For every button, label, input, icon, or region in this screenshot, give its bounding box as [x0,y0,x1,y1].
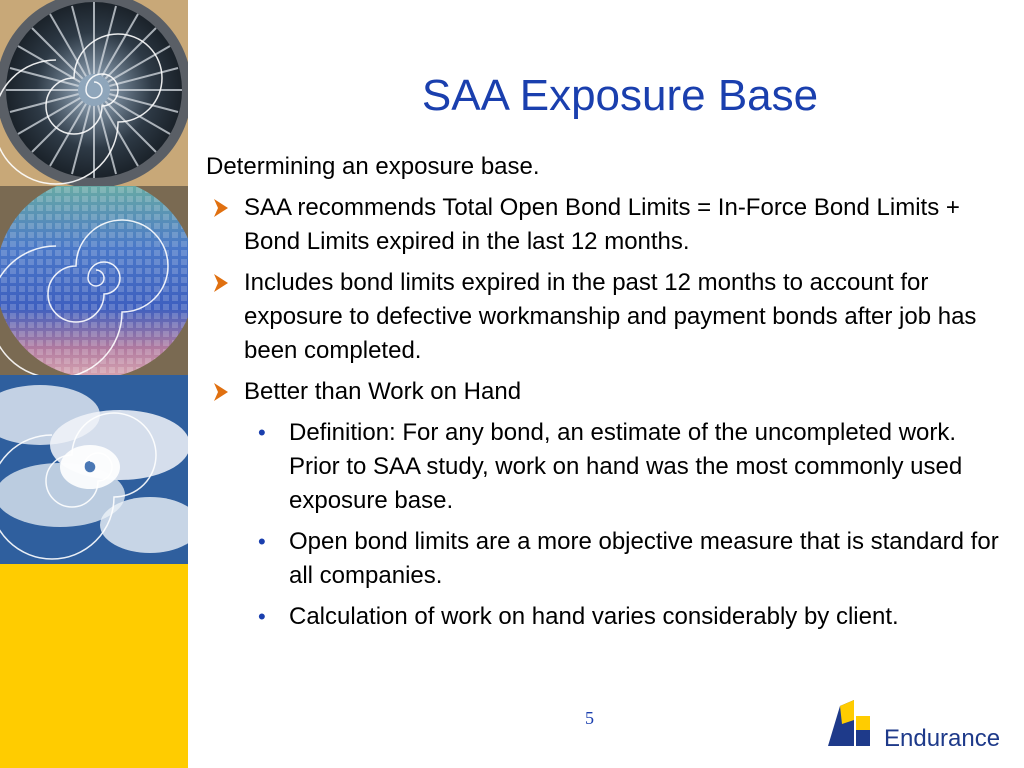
sub-bullet-text: Open bond limits are a more objective measure that is standard for all companies. [289,528,999,589]
turbine-image [0,0,188,186]
bullet-text: Includes bond limits expired in the past 12 months to account for exposure to defective workmanship and payment bonds after job has been completed. [244,269,977,364]
sub-bullet-text: Definition: For any bond, an estimate of the uncompleted work. Prior to SAA study, work on hand was the most commonly used exposure base. [289,419,963,514]
sub-bullet-item [206,600,1006,634]
sub-bullet-text: Calculation of work on hand varies considerably by client. [289,603,899,630]
bullet-text: Better than Work on Hand [244,378,522,405]
slide-title: SAA Exposure Base [421,71,819,120]
hurricane-image [0,375,188,564]
dot-icon: • [258,529,266,554]
bullet-item [206,191,1006,259]
chevron-right-icon [210,272,232,294]
bullet-item [206,266,1006,368]
bullet-text: SAA recommends Total Open Bond Limits = In-Force Bond Limits + Bond Limits expired in the last 12 months. [244,194,960,255]
slide-body [206,150,1006,641]
sub-bullet-item [206,416,1006,518]
chevron-right-icon [210,197,232,219]
yellow-block [0,564,188,768]
chevron-right-icon [210,381,232,403]
dot-icon: • [258,604,266,629]
bullet-item [206,375,1006,409]
logo-text: Endurance [884,725,1001,752]
intro-text: Determining an exposure base. [206,153,540,180]
silicon-wafer-image [0,186,188,375]
decorative-image-strip [0,0,188,768]
dot-icon: • [258,420,266,445]
sub-bullet-item [206,525,1006,593]
page-number: 5 [585,708,594,728]
